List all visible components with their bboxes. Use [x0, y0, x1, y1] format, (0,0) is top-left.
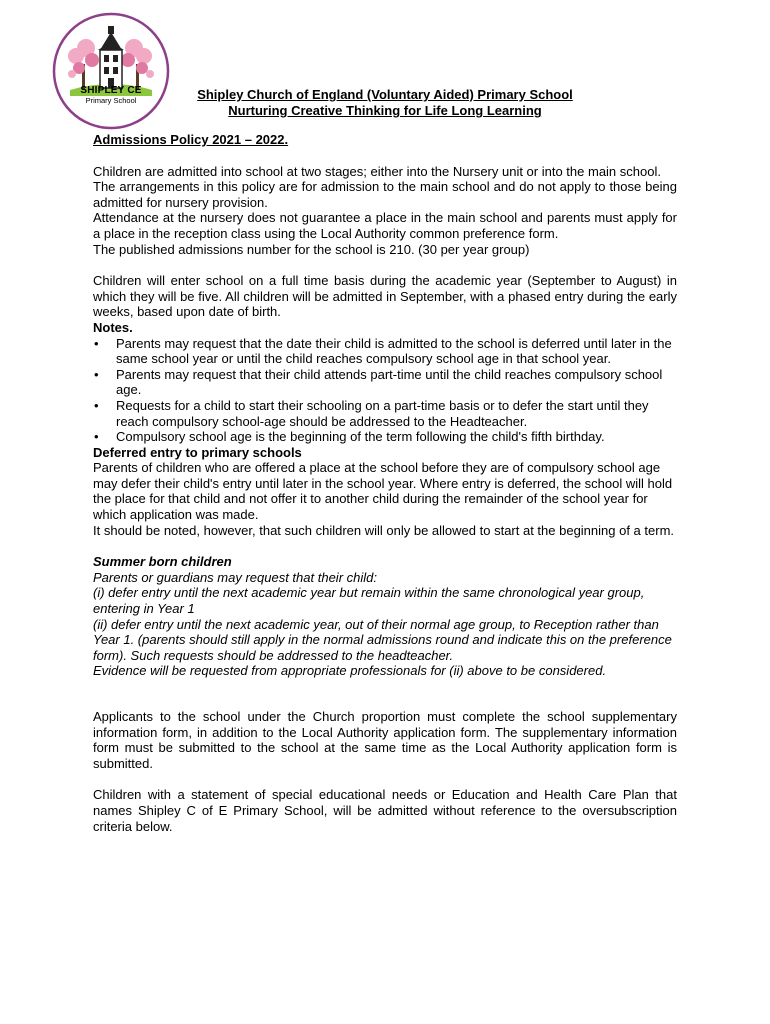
list-item [93, 367, 677, 398]
document-body [93, 132, 677, 834]
list-item-text: Parents may request that their child attends part-time until the child reaches compulsory school age. [116, 366, 663, 398]
logo-school-name: SHIPLEY CE [80, 85, 142, 96]
logo-school-subtitle: Primary School [85, 96, 137, 105]
list-item-text: Requests for a child to start their schooling on a part-time basis or to defer the start until they reach compulsory school-age should be addressed to the Headteacher. [116, 397, 649, 429]
school-motto: Nurturing Creative Thinking for Life Long Learning [228, 103, 542, 118]
sen-paragraph: Children with a statement of special educational needs or Education and Health Care Plan that names Shipley C of E Primary School, will be admitted without reference to the oversubscription criteria below. [93, 787, 677, 834]
deferred-paragraph: Parents of children who are offered a place at the school before they are of compulsory school age may defer their child's entry until later in the school year. Where entry is deferred, the school will hold the place for that child and not offer it to another child during the remainder of the school year for which application was made. [93, 460, 673, 523]
bullet-icon: • [94, 429, 99, 445]
school-logo-text [72, 85, 150, 105]
notes-heading: Notes. [93, 319, 133, 335]
admissions-heading: Admissions Policy 2021 – 2022. [93, 132, 289, 147]
summer-born-option: (i) defer entry until the next academic year but remain within the same chronological year group, entering in Year 1 [93, 585, 645, 617]
church-paragraph: Applicants to the school under the Church proportion must complete the school supplementary information form, in addition to the Local Authority application form. The supplementary information form must be submitted to the school at the same time as the Local Authority application form is submitted. [93, 709, 677, 771]
list-item [93, 336, 677, 367]
notes-list [93, 336, 677, 445]
deferred-heading: Deferred entry to primary schools [93, 444, 302, 460]
list-item [93, 398, 677, 429]
bullet-icon: • [94, 397, 99, 413]
school-title: Shipley Church of England (Voluntary Aided) Primary School [197, 87, 573, 102]
list-item-text: Compulsory school age is the beginning of the term following the child's fifth birthday. [116, 429, 605, 445]
document-header [150, 87, 620, 119]
bullet-icon: • [94, 335, 99, 351]
list-item-text: Parents may request that the date their child is admitted to the school is deferred until later in the same school year or until the child reaches compulsory school age in that school year. [116, 335, 672, 367]
deferred-paragraph: It should be noted, however, that such children will only be allowed to start at the beginning of a term. [93, 522, 675, 538]
list-item [93, 429, 677, 445]
summer-born-evidence: Evidence will be requested from appropriate professionals for (ii) above to be considered. [93, 663, 607, 679]
admissions-paragraph: The arrangements in this policy are for admission to the main school and do not apply to those being admitted for nursery provision. [93, 179, 677, 210]
admissions-paragraph: Children are admitted into school at two stages; either into the Nursery unit or into the main school. [93, 163, 661, 179]
summer-born-intro: Parents or guardians may request that their child: [93, 569, 377, 585]
admissions-paragraph: Attendance at the nursery does not guarantee a place in the main school and parents must apply for a place in the reception class using the Local Authority common preference form. [93, 210, 677, 241]
bullet-icon: • [94, 366, 99, 382]
admissions-paragraph: Children will enter school on a full time basis during the academic year (September to August) in which they will be five. All children will be admitted in September, with a phased entry during the early weeks, based upon date of birth. [93, 273, 677, 320]
summer-born-option: (ii) defer entry until the next academic year, out of their normal age group, to Reception rather than Year 1. (parents should still apply in the normal admissions round and indicate this on the preference form). Such requests should be addressed to the headteacher. [93, 616, 672, 663]
admissions-paragraph: The published admissions number for the school is 210. (30 per year group) [93, 241, 530, 257]
summer-born-heading: Summer born children [93, 554, 232, 570]
